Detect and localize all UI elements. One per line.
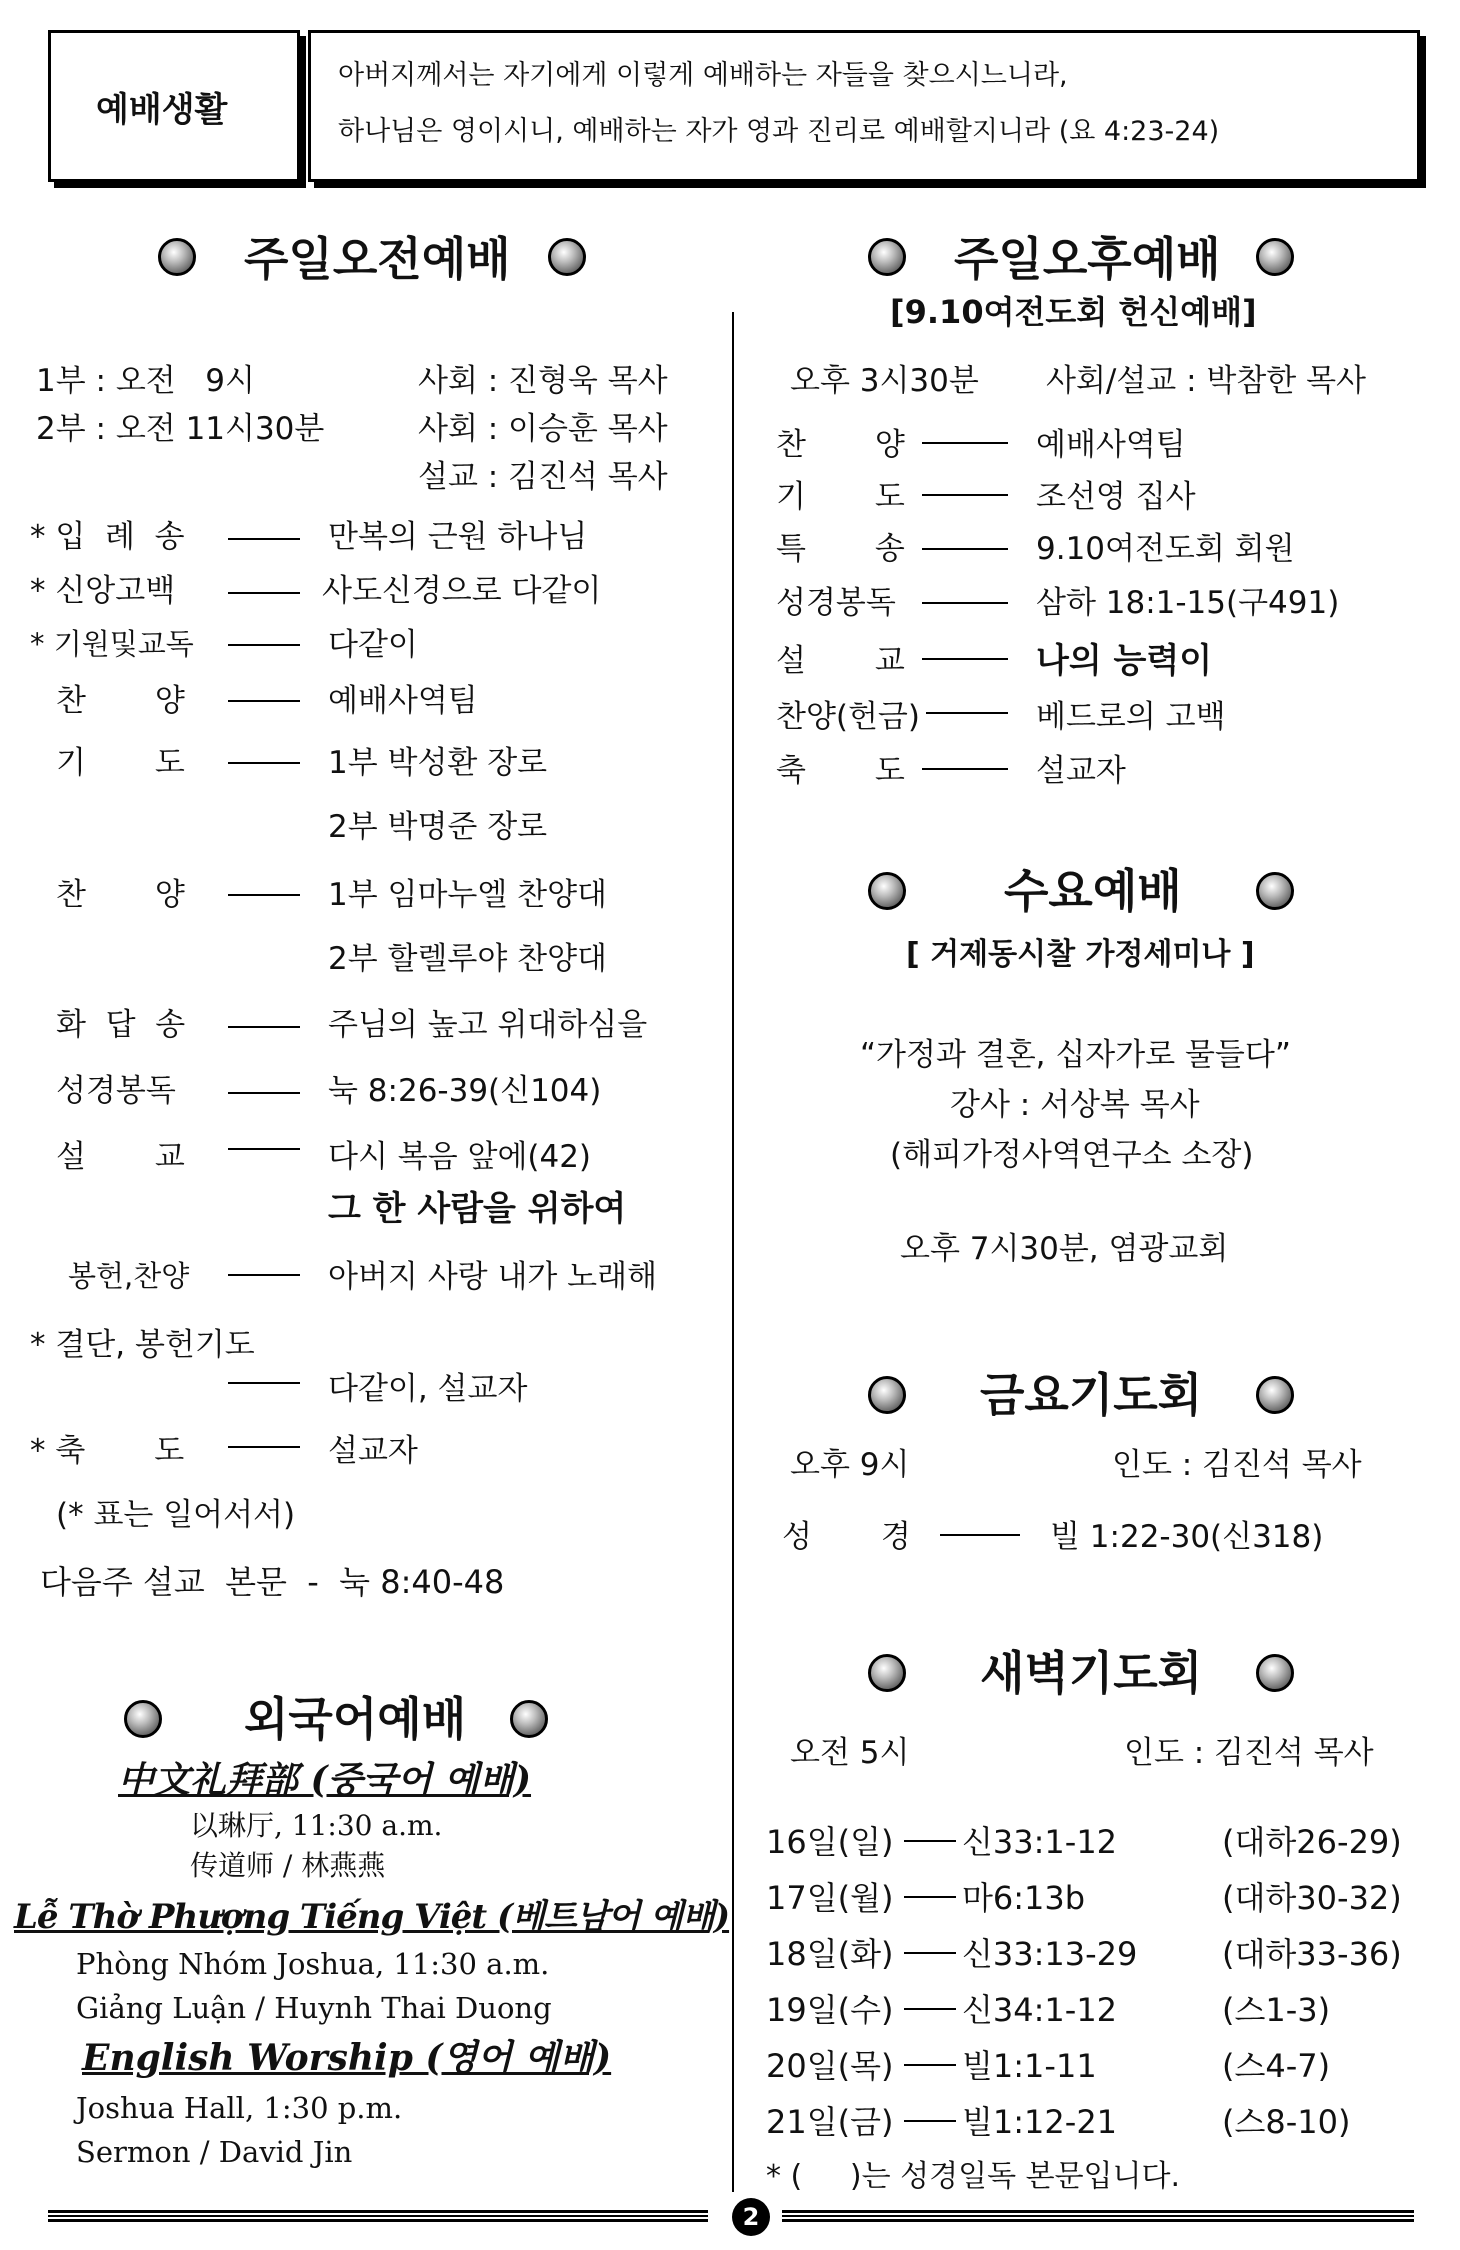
- morning-item-value: 아버지 사랑 내가 노래해: [328, 1259, 658, 1295]
- chinese-heading: 中文礼拜部 (중국어 예배): [118, 1759, 532, 1801]
- leader-dash: [904, 2008, 956, 2010]
- dawn-row-reading: (스8-10): [1222, 2103, 1351, 2141]
- morning-item-label: * 결단, 봉헌기도: [30, 1327, 255, 1363]
- afternoon-sermon-title: 나의 능력이: [1036, 641, 1213, 681]
- morning-sermon-title: 그 한 사람을 위하여: [328, 1189, 627, 1229]
- leader-dash: [228, 1148, 300, 1150]
- dawn-note: * ( )는 성경일독 본문입니다.: [766, 2159, 1181, 2194]
- morning-item-value: 사도신경으로 다같이: [322, 573, 602, 609]
- morning-s2-leader: 사회 : 이승훈 목사: [418, 411, 668, 447]
- leader-dash: [228, 1274, 300, 1276]
- dawn-row-day: 19일(수): [766, 1991, 894, 2029]
- afternoon-item-label: 찬 양: [776, 427, 905, 463]
- morning-s2-time: 2부 : 오전 11시30분: [36, 411, 325, 447]
- wednesday-org: (해피가정사역연구소 소장): [890, 1137, 1254, 1173]
- morning-item-label: 성경봉독: [56, 1073, 176, 1109]
- bullet-icon: [1256, 1654, 1294, 1692]
- morning-item-label: 찬 양: [56, 877, 185, 913]
- afternoon-time: 오후 3시30분: [790, 363, 979, 399]
- morning-item-value: 눅 8:26-39(신104): [328, 1073, 602, 1109]
- dawn-leader: 인도 : 김진석 목사: [1124, 1735, 1374, 1771]
- leader-dash: [922, 768, 1008, 770]
- afternoon-item-value: 예배사역팀: [1036, 427, 1186, 463]
- morning-note: (* 표는 일어서서): [56, 1497, 296, 1533]
- bullet-icon: [124, 1700, 162, 1738]
- footer-rule-right: [782, 2210, 1414, 2222]
- afternoon-item-label: 축 도: [776, 753, 905, 789]
- leader-dash: [904, 2064, 956, 2066]
- afternoon-item-value: 설교자: [1036, 753, 1126, 789]
- bullet-icon: [1256, 872, 1294, 910]
- leader-dash: [904, 1952, 956, 1954]
- leader-dash: [904, 2120, 956, 2122]
- wednesday-time-place: 오후 7시30분, 염광교회: [900, 1231, 1229, 1267]
- friday-scripture: 빌 1:22-30(신318): [1050, 1519, 1324, 1555]
- dawn-row-reading: (대하26-29): [1222, 1823, 1402, 1861]
- dawn-row-reading: (스4-7): [1222, 2047, 1331, 2085]
- dawn-row-day: 16일(일): [766, 1823, 894, 1861]
- morning-item-label: 기 도: [56, 745, 185, 781]
- vietnamese-line2: Giảng Luận / Huynh Thai Duong: [76, 1991, 552, 2025]
- bullet-icon: [548, 238, 586, 276]
- morning-item-value: 다같이, 설교자: [328, 1371, 528, 1407]
- afternoon-item-label: 성경봉독: [776, 585, 896, 621]
- friday-time: 오후 9시: [790, 1447, 910, 1483]
- morning-item-value: 다같이: [328, 627, 418, 663]
- leader-dash: [228, 1092, 300, 1094]
- bullet-icon: [868, 872, 906, 910]
- dawn-row-text: 빌1:1-11: [962, 2047, 1097, 2085]
- vietnamese-line1: Phòng Nhóm Joshua, 11:30 a.m.: [76, 1947, 550, 1981]
- leader-dash: [228, 538, 300, 540]
- morning-item-value: 다시 복음 앞에(42): [328, 1139, 592, 1175]
- leader-dash: [922, 602, 1008, 604]
- leader-dash: [228, 1026, 300, 1028]
- dawn-row-day: 17일(월): [766, 1879, 894, 1917]
- bullet-icon: [158, 238, 196, 276]
- dawn-time: 오전 5시: [790, 1735, 910, 1771]
- chinese-line2: 传道师 / 林燕燕: [190, 1849, 386, 1882]
- afternoon-item-value: 베드로의 고백: [1036, 699, 1226, 735]
- header-verse-line2: 하나님은 영이시니, 예배하는 자가 영과 진리로 예배할지니라 (요 4:23-24): [338, 116, 1220, 147]
- friday-leader: 인도 : 김진석 목사: [1112, 1447, 1362, 1483]
- dawn-row-day: 18일(화): [766, 1935, 894, 1973]
- vietnamese-heading: Lễ Thờ Phượng Tiếng Việt (베트남어 예배): [14, 1897, 730, 1937]
- wednesday-theme: “가정과 결혼, 십자가로 물들다”: [860, 1037, 1291, 1073]
- morning-s2-preacher: 설교 : 김진석 목사: [418, 459, 668, 495]
- dawn-row-reading: (스1-3): [1222, 1991, 1331, 2029]
- leader-dash: [926, 712, 1008, 714]
- leader-dash: [228, 762, 300, 764]
- morning-item-value: 1부 박성환 장로: [328, 745, 548, 781]
- header-label: 예배생활: [96, 90, 228, 130]
- next-sermon-text: 다음주 설교 본문 - 눅 8:40-48: [40, 1563, 505, 1601]
- afternoon-title: 주일오후예배: [954, 232, 1221, 286]
- header-verse-line1: 아버지께서는 자기에게 이렇게 예배하는 자들을 찾으시느니라,: [338, 60, 1068, 91]
- english-line1: Joshua Hall, 1:30 p.m.: [76, 2091, 403, 2125]
- english-heading: English Worship (영어 예배): [82, 2037, 612, 2079]
- dawn-row-reading: (대하30-32): [1222, 1879, 1402, 1917]
- leader-dash: [228, 700, 300, 702]
- foreign-title: 외국어예배: [244, 1692, 467, 1746]
- afternoon-item-label: 기 도: [776, 479, 905, 515]
- morning-item-value: 예배사역팀: [328, 683, 478, 719]
- afternoon-item-label: 특 송: [776, 531, 905, 567]
- friday-title: 금요기도회: [980, 1368, 1203, 1422]
- afternoon-item-value: 삼하 18:1-15(구491): [1036, 585, 1340, 621]
- bullet-icon: [868, 1654, 906, 1692]
- page-number: 2: [732, 2198, 770, 2236]
- leader-dash: [228, 1446, 300, 1448]
- morning-item-label: 설 교: [56, 1139, 185, 1175]
- dawn-row-reading: (대하33-36): [1222, 1935, 1402, 1973]
- morning-item-value2: 2부 할렐루야 찬양대: [328, 941, 607, 977]
- leader-dash: [228, 1382, 300, 1384]
- bullet-icon: [1256, 238, 1294, 276]
- dawn-row-day: 21일(금): [766, 2103, 894, 2141]
- morning-item-label: * 신앙고백: [30, 573, 176, 609]
- morning-item-label: 봉헌,찬양: [68, 1259, 190, 1293]
- dawn-row-text: 마6:13b: [962, 1879, 1086, 1917]
- chinese-line1: 以琳厅, 11:30 a.m.: [190, 1809, 443, 1842]
- leader-dash: [922, 494, 1008, 496]
- morning-item-label: 찬 양: [56, 683, 185, 719]
- morning-s1-leader: 사회 : 진형욱 목사: [418, 363, 668, 399]
- leader-dash: [228, 644, 300, 646]
- header-verse-box: [308, 30, 1420, 182]
- leader-dash: [922, 548, 1008, 550]
- morning-item-label: * 입 례 송: [30, 519, 185, 555]
- leader-dash: [922, 658, 1008, 660]
- dawn-row-text: 신34:1-12: [962, 1991, 1118, 2029]
- bullet-icon: [868, 238, 906, 276]
- afternoon-subtitle: [9.10여전도회 헌신예배]: [890, 293, 1257, 331]
- dawn-row-text: 신33:13-29: [962, 1935, 1138, 1973]
- english-line2: Sermon / David Jin: [76, 2135, 353, 2169]
- friday-scripture-label: 성 경: [782, 1519, 911, 1555]
- morning-item-value: 만복의 근원 하나님: [328, 519, 588, 555]
- bullet-icon: [868, 1376, 906, 1414]
- wednesday-title: 수요예배: [1004, 864, 1182, 918]
- bullet-icon: [1256, 1376, 1294, 1414]
- morning-item-value: 주님의 높고 위대하심을: [328, 1007, 648, 1043]
- wednesday-speaker: 강사 : 서상복 목사: [950, 1087, 1200, 1123]
- column-divider: [732, 312, 734, 2192]
- afternoon-leader: 사회/설교 : 박참한 목사: [1046, 363, 1366, 399]
- leader-dash: [922, 442, 1008, 444]
- leader-dash: [904, 1896, 956, 1898]
- morning-item-value: 설교자: [328, 1433, 418, 1469]
- afternoon-item-label: 찬양(헌금): [776, 699, 920, 735]
- bullet-icon: [510, 1700, 548, 1738]
- morning-title: 주일오전예배: [244, 232, 511, 286]
- afternoon-item-value: 조선영 집사: [1036, 479, 1196, 515]
- afternoon-item-value: 9.10여전도회 회원: [1036, 531, 1295, 567]
- morning-s1-time: 1부 : 오전 9시: [36, 363, 255, 399]
- dawn-row-text: 빌1:12-21: [962, 2103, 1118, 2141]
- morning-item-value2: 2부 박명준 장로: [328, 809, 548, 845]
- leader-dash: [228, 592, 300, 594]
- leader-dash: [228, 894, 300, 896]
- morning-item-label: 화 답 송: [56, 1007, 186, 1043]
- leader-dash: [940, 1534, 1020, 1536]
- footer-rule-left: [48, 2210, 708, 2222]
- leader-dash: [904, 1840, 956, 1842]
- morning-item-value: 1부 임마누엘 찬양대: [328, 877, 607, 913]
- wednesday-subtitle: [ 거제동시찰 가정세미나 ]: [906, 937, 1255, 972]
- dawn-row-day: 20일(목): [766, 2047, 894, 2085]
- dawn-title: 새벽기도회: [980, 1646, 1203, 1700]
- morning-item-label: * 기원및교독: [30, 627, 194, 661]
- morning-item-label: * 축 도: [30, 1433, 185, 1469]
- dawn-row-text: 신33:1-12: [962, 1823, 1118, 1861]
- afternoon-item-label: 설 교: [776, 643, 905, 679]
